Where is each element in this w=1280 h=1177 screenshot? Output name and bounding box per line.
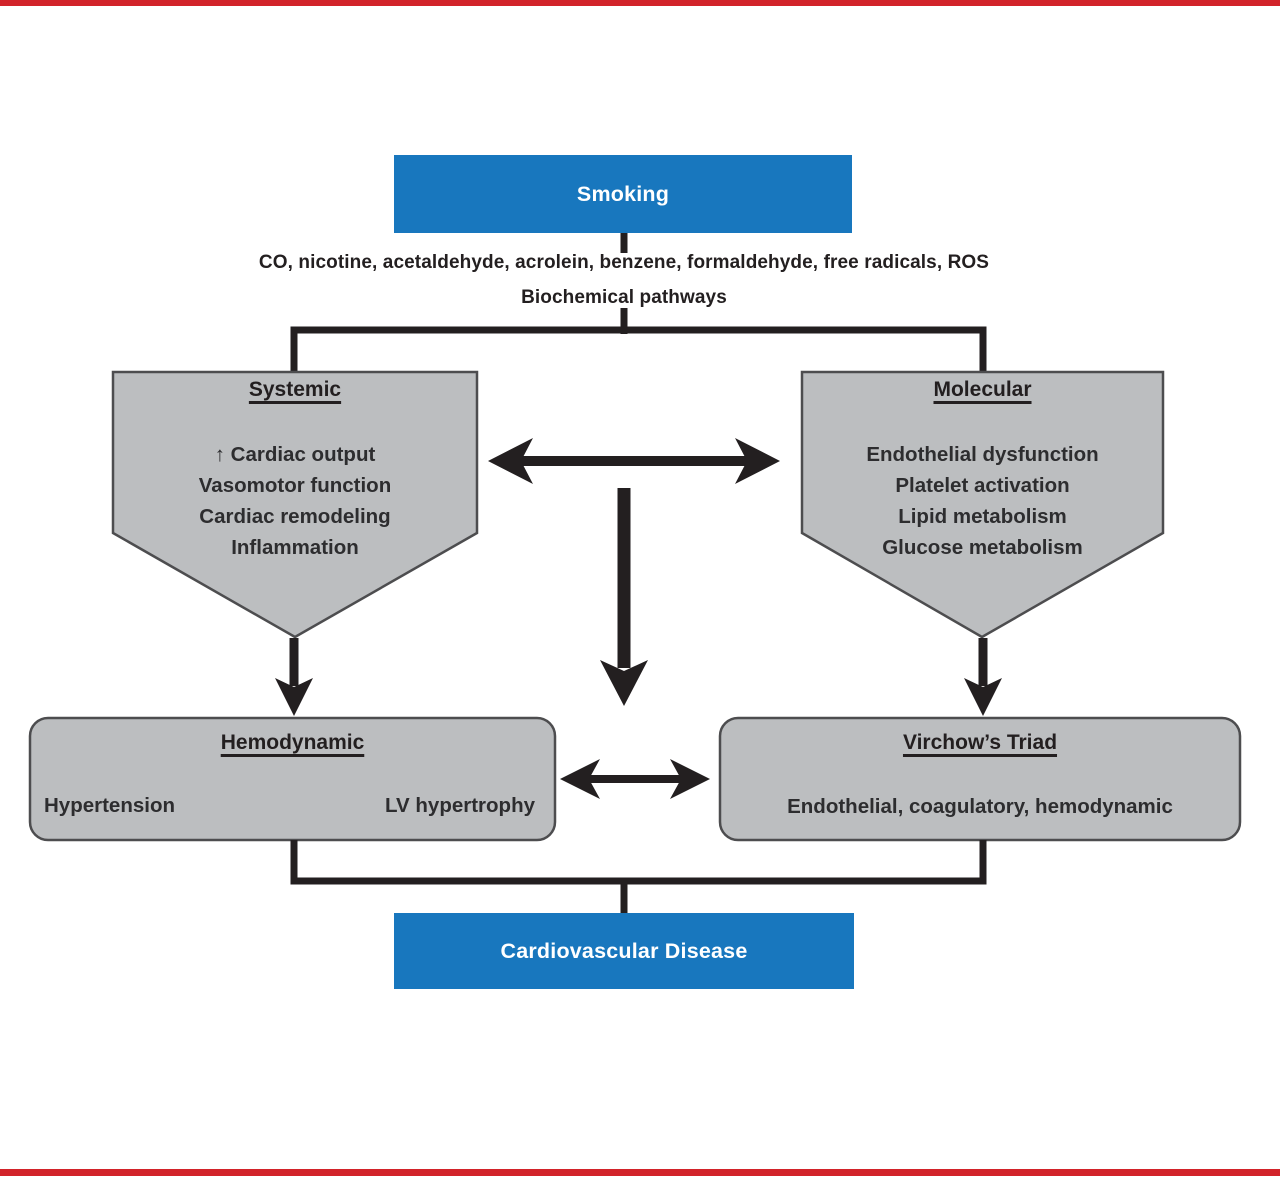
branch-connector-line	[294, 330, 983, 374]
central-down-arrow	[600, 488, 648, 706]
molecular-item: Endothelial dysfunction	[866, 443, 1099, 466]
systemic-molecular-double-arrow	[488, 438, 780, 484]
systemic-down-arrow	[275, 638, 313, 716]
virchow-title: Virchow’s Triad	[902, 731, 1058, 754]
smoking-box-label: Smoking	[576, 181, 670, 206]
hemodynamic-item: LV hypertrophy	[385, 794, 535, 817]
hemodynamic-items	[30, 794, 555, 818]
smoking-box	[394, 155, 852, 233]
molecular-down-arrow	[964, 638, 1002, 716]
systemic-item: Cardiac remodeling	[199, 505, 391, 528]
systemic-item: Inflammation	[231, 536, 359, 559]
hemodynamic-item: Hypertension	[44, 794, 175, 817]
cardiovascular-disease-label: Cardiovascular Disease	[500, 938, 748, 963]
molecular-item: Lipid metabolism	[898, 505, 1067, 528]
systemic-item: ↑ Cardiac output	[214, 443, 376, 466]
cardiovascular-disease-box	[394, 913, 854, 989]
biochemical-pathways-text: Biochemical pathways	[521, 287, 727, 308]
systemic-item: Vasomotor function	[198, 474, 392, 497]
virchow-subtitle: Endothelial, coagulatory, hemodynamic	[787, 795, 1173, 818]
merge-connector-line	[294, 840, 983, 881]
exposure-chemicals-text: CO, nicotine, acetaldehyde, acrolein, benzene, formaldehyde, free radicals, ROS	[258, 252, 990, 273]
molecular-title: Molecular	[933, 378, 1032, 401]
molecular-item: Platelet activation	[895, 474, 1070, 497]
systemic-title: Systemic	[248, 378, 342, 401]
hemodynamic-virchow-double-arrow	[560, 759, 710, 799]
molecular-item: Glucose metabolism	[882, 536, 1083, 559]
hemodynamic-title: Hemodynamic	[220, 731, 365, 754]
molecular-items	[802, 439, 1163, 563]
systemic-items	[113, 439, 477, 563]
